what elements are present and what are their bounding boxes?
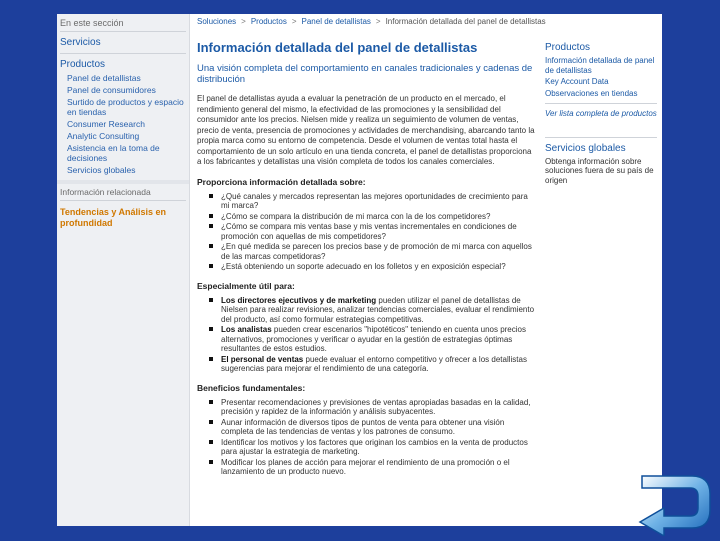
divider bbox=[545, 103, 657, 104]
section-heading-benefits: Beneficios fundamentales: bbox=[197, 382, 306, 393]
list-item-lead: El personal de ventas bbox=[221, 354, 304, 364]
right-sidebar bbox=[545, 42, 657, 185]
breadcrumb-separator: > bbox=[291, 17, 297, 26]
sidebar-item-productos[interactable]: Productos bbox=[60, 59, 106, 70]
intro-paragraph: El panel de detallistas ayuda a evaluar la penetración de un producto en el mercado, el rendimiento general del mismo, la efectividad de las promociones y la sensibilidad del consumidor ante los precios. Nielsen mide y realiza un seguimiento de volumen de ventas, precio de venta, presencia de promociones y actividades de merchandising, abarcando tanto la propia marca como su entorno de competencia. Desde el volumen de ventas total hasta el comportamiento de un solo artículo en una tienda concreta, el panel de detallistas proporciona a los fabricantes y detallistas una visión completa de todos los canales comerciales. bbox=[197, 94, 535, 166]
sidebar-section-title: En este sección bbox=[60, 18, 124, 28]
breadcrumb-separator: > bbox=[375, 17, 381, 26]
page-title: Información detallada del panel de detallistas bbox=[197, 40, 478, 55]
right-global-text: Obtenga información sobre soluciones fuera de su país de origen bbox=[545, 156, 654, 185]
divider bbox=[60, 200, 186, 201]
right-link-key-account[interactable]: Key Account Data bbox=[545, 77, 609, 86]
breadcrumb-separator: > bbox=[241, 17, 246, 26]
list-item: ¿Qué canales y mercados representan las mejores oportunidades de crecimiento para mi marca? bbox=[221, 192, 537, 211]
sidebar-item-panel-detallistas[interactable]: Panel de detallistas bbox=[67, 73, 141, 83]
right-link-full-list[interactable]: Ver lista completa de productos bbox=[545, 109, 657, 118]
right-products-title: Productos bbox=[545, 42, 591, 53]
list-item: Modificar los planes de acción para mejorar el rendimiento de una promoción o el lanzamiento de un producto nuevo. bbox=[221, 458, 537, 477]
right-link-info-detallada[interactable]: Información detallada de panel de detallistas bbox=[545, 56, 655, 75]
useful-for-list bbox=[197, 296, 537, 374]
list-item: ¿Está obteniendo un soporte adecuado en los folletos y en exposición especial? bbox=[221, 262, 537, 272]
list-item bbox=[221, 325, 537, 354]
list-item bbox=[221, 296, 537, 325]
sidebar-item-surtido[interactable]: Surtido de productos y espacio en tiendas bbox=[67, 97, 184, 117]
list-item-text: pueden crear escenarios "hipotéticos" teniendo en cuenta unos precios alternativos, promociones y verificar o ayudar en la gestión de estrategias óptimas resultantes de estos estudios. bbox=[221, 325, 526, 353]
main-content bbox=[197, 14, 546, 526]
list-item-text: pueden utilizar el panel de detallistas de Nielsen para realizar revisiones, analizar tendencias comerciales, evaluar el rendimiento del producto, así como formular estrategias competitivas. bbox=[221, 295, 535, 324]
list-item: Aunar información de diversos tipos de puntos de venta para obtener una visión completa de las tendencias de ventas y los patrones de consumo. bbox=[221, 418, 537, 437]
list-item-lead: Los analistas bbox=[221, 325, 272, 334]
list-item bbox=[221, 355, 537, 374]
benefits-list bbox=[197, 398, 537, 477]
sidebar-item-analytic-consulting[interactable]: Analytic Consulting bbox=[67, 131, 140, 141]
section-heading-useful-for: Especialmente útil para: bbox=[197, 280, 295, 291]
list-item: ¿En qué medida se parecen los precios base y de promoción de mi marca con aquellos de las marcas competidoras? bbox=[221, 242, 537, 261]
related-link-tendencias[interactable]: Tendencias y Análisis en profundidad bbox=[60, 207, 167, 228]
list-item-lead: Los directores ejecutivos y de marketing bbox=[221, 295, 377, 305]
breadcrumb-item-productos[interactable]: Productos bbox=[250, 17, 287, 26]
sidebar-item-asistencia[interactable]: Asistencia en la toma de decisiones bbox=[67, 143, 160, 163]
insights-list bbox=[197, 192, 537, 272]
right-global-title: Servicios globales bbox=[545, 142, 626, 154]
list-item: Identificar los motivos y los factores que originan los cambios en la venta de productos para ajustar la estrategia de marketing. bbox=[221, 438, 537, 457]
related-info-title: Información relacionada bbox=[60, 187, 151, 197]
sidebar-item-panel-consumidores[interactable]: Panel de consumidores bbox=[67, 85, 156, 95]
sidebar-item-consumer-research[interactable]: Consumer Research bbox=[67, 119, 145, 129]
breadcrumb-item-soluciones[interactable]: Soluciones bbox=[197, 17, 237, 26]
sidebar-item-servicios-globales[interactable]: Servicios globales bbox=[67, 165, 136, 175]
right-link-observaciones[interactable]: Observaciones en tiendas bbox=[545, 88, 638, 98]
list-item: Presentar recomendaciones y previsiones de ventas apropiadas basadas en la calidad, precisión y rapidez de la información y análisis subyacentes. bbox=[221, 398, 537, 417]
breadcrumb-current: Información detallada del panel de detallistas bbox=[385, 17, 546, 26]
return-arrow-icon-graphic bbox=[634, 470, 714, 536]
section-heading-insights: Proporciona información detallada sobre: bbox=[197, 176, 366, 187]
return-arrow-icon[interactable] bbox=[634, 470, 714, 536]
divider bbox=[60, 31, 186, 32]
divider bbox=[60, 53, 186, 54]
divider bbox=[545, 137, 657, 138]
web-page bbox=[57, 14, 662, 526]
list-item: ¿Cómo se compara la distribución de mi marca con la de los competidores? bbox=[221, 212, 537, 222]
list-item-text: puede evaluar el entorno competitivo y ofrecer a los detallistas sugerencias para mejorar el rendimiento de una categoría. bbox=[221, 354, 527, 373]
breadcrumb-item-panel[interactable]: Panel de detallistas bbox=[301, 17, 371, 26]
sidebar-item-servicios[interactable]: Servicios bbox=[60, 37, 101, 48]
page-subtitle: Una visión completa del comportamiento en canales tradicionales y cadenas de distribución bbox=[197, 63, 533, 85]
list-item: ¿Cómo se compara mis ventas base y mis ventas incrementales en condiciones de promoción con aquellas de mis competidores? bbox=[221, 222, 537, 241]
breadcrumb bbox=[197, 14, 546, 26]
sidebar bbox=[57, 14, 190, 526]
